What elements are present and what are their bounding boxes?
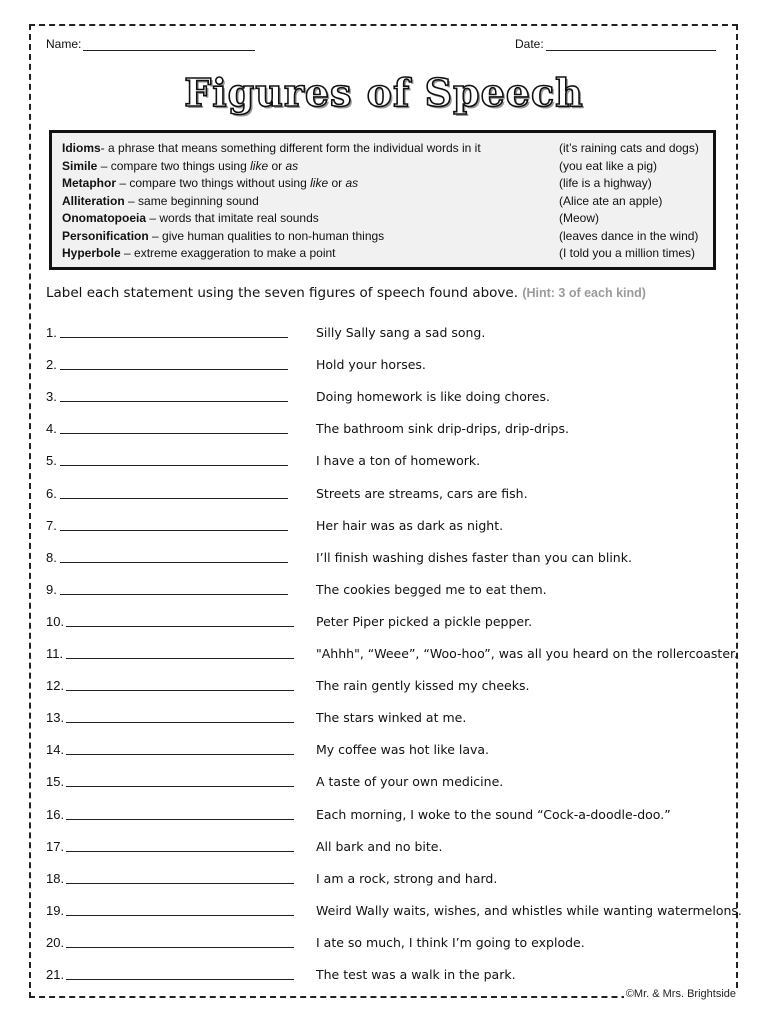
question-row [46,579,736,599]
question-number: 3. [46,389,57,405]
answer-blank[interactable] [66,786,294,787]
question-number: 17. [46,838,65,854]
page-title: Figures of Speech [184,70,584,115]
question-statement: Hold your horses. [316,357,426,373]
question-number: 4. [46,421,57,437]
answer-blank[interactable] [66,658,294,659]
answer-blank[interactable] [60,530,288,531]
question-row [46,868,736,888]
definition-separator: - [100,141,105,155]
question-statement: The rain gently kissed my cheeks. [316,678,530,694]
definition-text: as [345,176,359,190]
definition-row [62,210,712,227]
header [46,37,720,55]
definition-text: a phrase that means something different form the individual words in it [104,141,481,155]
definition-separator: – [124,193,135,208]
question-number: 15. [46,774,65,790]
date-label: Date: [515,37,544,51]
question-statement: My coffee was hot like lava. [316,742,490,758]
definition-example: (Alice ate an apple) [559,193,663,208]
copyright: ©Mr. & Mrs. Brightside [625,988,736,1000]
question-row [46,964,736,984]
question-statement: I ate so much, I think I’m going to explode. [316,934,585,950]
question-row [46,771,736,791]
answer-blank[interactable] [66,979,294,980]
question-row [46,707,736,727]
question-number: 13. [46,710,65,726]
answer-blank[interactable] [60,337,288,338]
definition-example: (Meow) [559,211,600,225]
question-number: 16. [46,806,65,822]
question-number: 14. [46,742,65,758]
question-statement: I am a rock, strong and hard. [316,870,498,886]
question-statement: Streets are streams, cars are fish. [316,485,528,501]
question-row [46,836,736,856]
definition-row [62,193,712,210]
definition-example: (it’s raining cats and dogs) [559,141,699,155]
answer-blank[interactable] [60,401,288,402]
question-row [46,739,736,759]
question-statement: "Ahhh", “Weee”, “Woo-hoo”, was all you heard on the rollercoaster. [316,646,738,661]
answer-blank[interactable] [60,594,288,595]
question-number: 10. [46,613,65,629]
question-row [46,483,736,503]
answer-blank[interactable] [66,883,294,884]
definition-text: words that imitate real sounds [156,211,319,225]
question-statement: Silly Sally sang a sad song. [316,325,486,340]
question-statement: Peter Piper picked a pickle pepper. [316,613,533,629]
question-statement: Each morning, I woke to the sound “Cock-a-doodle-doo.” [316,806,671,822]
answer-blank[interactable] [66,722,294,723]
answer-blank[interactable] [66,626,294,627]
definition-row [62,245,712,262]
definition-example: (life is a highway) [559,176,652,190]
question-number: 9. [46,581,57,597]
definition-text: compare two things using [107,158,251,173]
definition-separator: – [120,246,131,260]
question-row [46,547,736,567]
question-statement: The cookies begged me to eat them. [316,581,547,597]
name-label: Name: [46,37,82,51]
definition-term: Onomatopoeia [62,211,147,225]
question-statement: A taste of your own medicine. [316,774,504,790]
definitions-box [49,130,716,270]
question-row [46,450,736,470]
definition-separator: – [148,228,159,243]
question-statement: Weird Wally waits, wishes, and whistles while wanting watermelons. [316,902,742,918]
answer-blank[interactable] [66,754,294,755]
question-statement: Doing homework is like doing chores. [316,389,550,405]
definition-text: like [250,158,269,173]
answer-blank[interactable] [60,433,288,434]
definition-text: same beginning sound [134,193,259,208]
question-number: 2. [46,357,57,373]
definition-term: Personification [62,228,149,243]
definition-row [62,228,712,245]
question-number: 12. [46,678,65,694]
question-statement: The test was a walk in the park. [316,967,516,982]
definition-term: Idioms [62,141,101,155]
question-statement: Her hair was as dark as night. [316,517,504,533]
definition-text: give human qualities to non-human things [158,228,385,243]
definition-term: Alliteration [62,193,125,208]
definition-term: Simile [62,158,98,173]
question-row [46,386,736,406]
answer-blank[interactable] [60,465,288,466]
question-statement: The stars winked at me. [316,710,467,726]
name-line[interactable] [83,39,255,51]
question-number: 7. [46,517,57,533]
question-row [46,418,736,438]
instructions [46,285,726,301]
answer-blank[interactable] [66,915,294,916]
question-row [46,322,736,342]
answer-blank[interactable] [66,947,294,948]
question-statement: I have a ton of homework. [316,453,481,469]
question-row [46,515,736,535]
definition-row [62,158,712,175]
answer-blank[interactable] [60,369,288,370]
definition-row [62,175,712,192]
definition-text: or [268,158,286,173]
definition-text: extreme exaggeration to make a point [130,246,336,260]
instructions-text: Label each statement using the seven figures of speech found above. [46,285,519,301]
question-number: 11. [46,646,64,661]
definition-text: as [285,158,299,173]
question-statement: All bark and no bite. [316,838,443,854]
definition-term: Hyperbole [62,246,121,260]
question-number: 6. [46,485,57,501]
question-number: 18. [46,870,65,886]
answer-blank[interactable] [66,851,294,852]
definition-example: (leaves dance in the wind) [559,228,699,243]
definition-row [62,140,712,157]
question-number: 19. [46,902,65,918]
date-line[interactable] [546,39,716,51]
answer-blank[interactable] [60,562,288,563]
question-row [46,675,736,695]
answer-blank[interactable] [60,498,288,499]
question-statement: I’ll finish washing dishes faster than you can blink. [316,549,632,565]
date-field[interactable] [515,37,716,51]
answer-blank[interactable] [66,690,294,691]
answer-blank[interactable] [66,819,294,820]
definition-separator: – [146,211,157,225]
question-row [46,932,736,952]
question-row [46,643,736,663]
question-number: 8. [46,549,57,565]
definition-separator: – [116,176,127,190]
definition-example: (I told you a million times) [559,246,696,260]
question-number: 5. [46,453,57,469]
question-row [46,900,742,920]
question-number: 20. [46,934,65,950]
definition-text: compare two things without using [126,176,311,190]
question-row [46,354,736,374]
question-number: 21. [46,967,65,982]
name-field[interactable] [46,37,255,51]
question-number: 1. [46,325,57,340]
definition-text: like [310,176,329,190]
question-row [46,804,736,824]
hint-text: (Hint: 3 of each kind) [522,286,646,300]
definition-separator: – [97,158,108,173]
question-row [46,611,736,631]
definition-example: (you eat like a pig) [559,158,658,173]
question-statement: The bathroom sink drip-drips, drip-drips. [316,421,569,437]
definition-text: or [328,176,346,190]
definition-term: Metaphor [62,176,116,190]
